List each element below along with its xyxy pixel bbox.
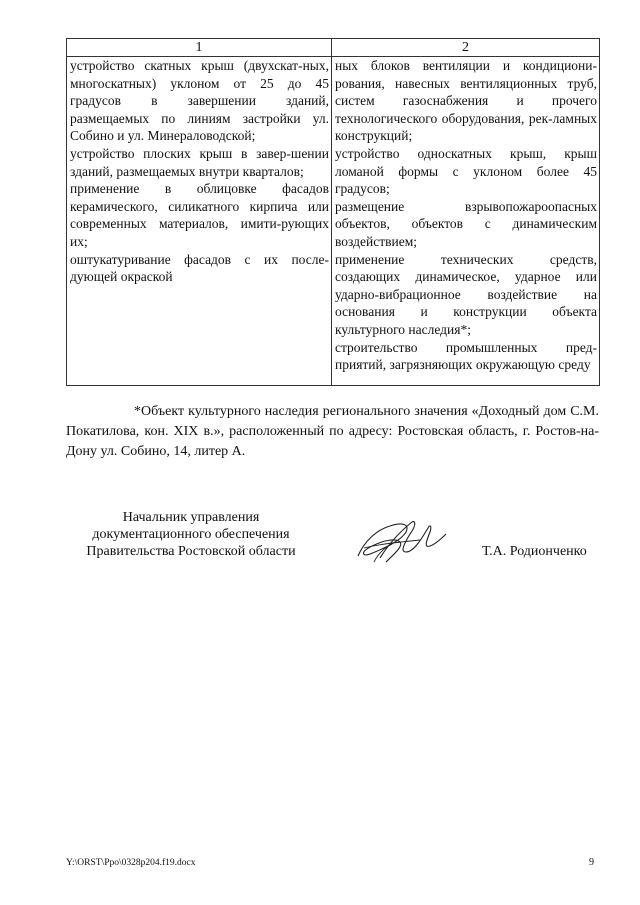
- footnote: *Объект культурного наследия регионального значения «Доходный дом С.М. Покатилова, кон. XIX в.», расположенный по адресу: Ростовская область, г. Ростов-на-Дону ул. Собино, 14, литер А.: [66, 404, 599, 459]
- list-item: размещение взрывопожароопасных объектов, объектов с динамическим воздействием;: [335, 198, 597, 249]
- signatory-name: Т.А. Родионченко: [482, 544, 587, 559]
- list-item: применение технических средств, создающих динамическое, ударное или ударно-вибрационное воздействие на основания и конструкции объекта культурного наследия*;: [335, 251, 597, 337]
- table-cell-col2: [332, 57, 600, 386]
- table-row: [67, 57, 600, 386]
- column-header: 1: [67, 39, 332, 57]
- column-header: 2: [332, 39, 600, 57]
- position-line: Начальник управления: [122, 510, 260, 525]
- list-item: оштукатуривание фасадов с их после-дующей окраской: [70, 251, 329, 285]
- page-number: 9: [589, 857, 594, 868]
- list-item: строительство промышленных пред-приятий, загрязняющих окружающую среду: [335, 339, 597, 373]
- list-item: устройство скатных крыш (двухскат-ных, многоскатных) уклоном от 25 до 45 градусов в завершении зданий, размещаемых по линиям застройки ул. Собино и ул. Минераловодской;: [70, 58, 329, 144]
- position-line: документационного обеспечения: [92, 527, 290, 542]
- file-path: Y:\ORST\Ppo\0328p204.f19.docx: [66, 858, 196, 868]
- handwritten-signature: [350, 512, 450, 568]
- list-item: устройство плоских крыш в завер-шении зданий, размещаемых внутри кварталов;: [70, 145, 329, 179]
- table-cell-col1: [67, 57, 332, 386]
- position-line: Правительства Ростовской области: [86, 544, 296, 559]
- signatory-position: [66, 509, 316, 560]
- list-item: применение в облицовке фасадов керамического, силикатного кирпича или современных материалов, имити-рующих их;: [70, 181, 329, 249]
- list-item: устройство односкатных крыш, крыш ломаной формы с уклоном более 45 градусов;: [335, 145, 597, 197]
- list-item: ных блоков вентиляции и кондициони-рования, навесных вентиляционных труб, систем газоснабжения и прочего технологического оборудования, рек-ламных конструкций;: [335, 58, 597, 144]
- restrictions-table: [66, 38, 600, 386]
- table-header-row: [67, 39, 600, 57]
